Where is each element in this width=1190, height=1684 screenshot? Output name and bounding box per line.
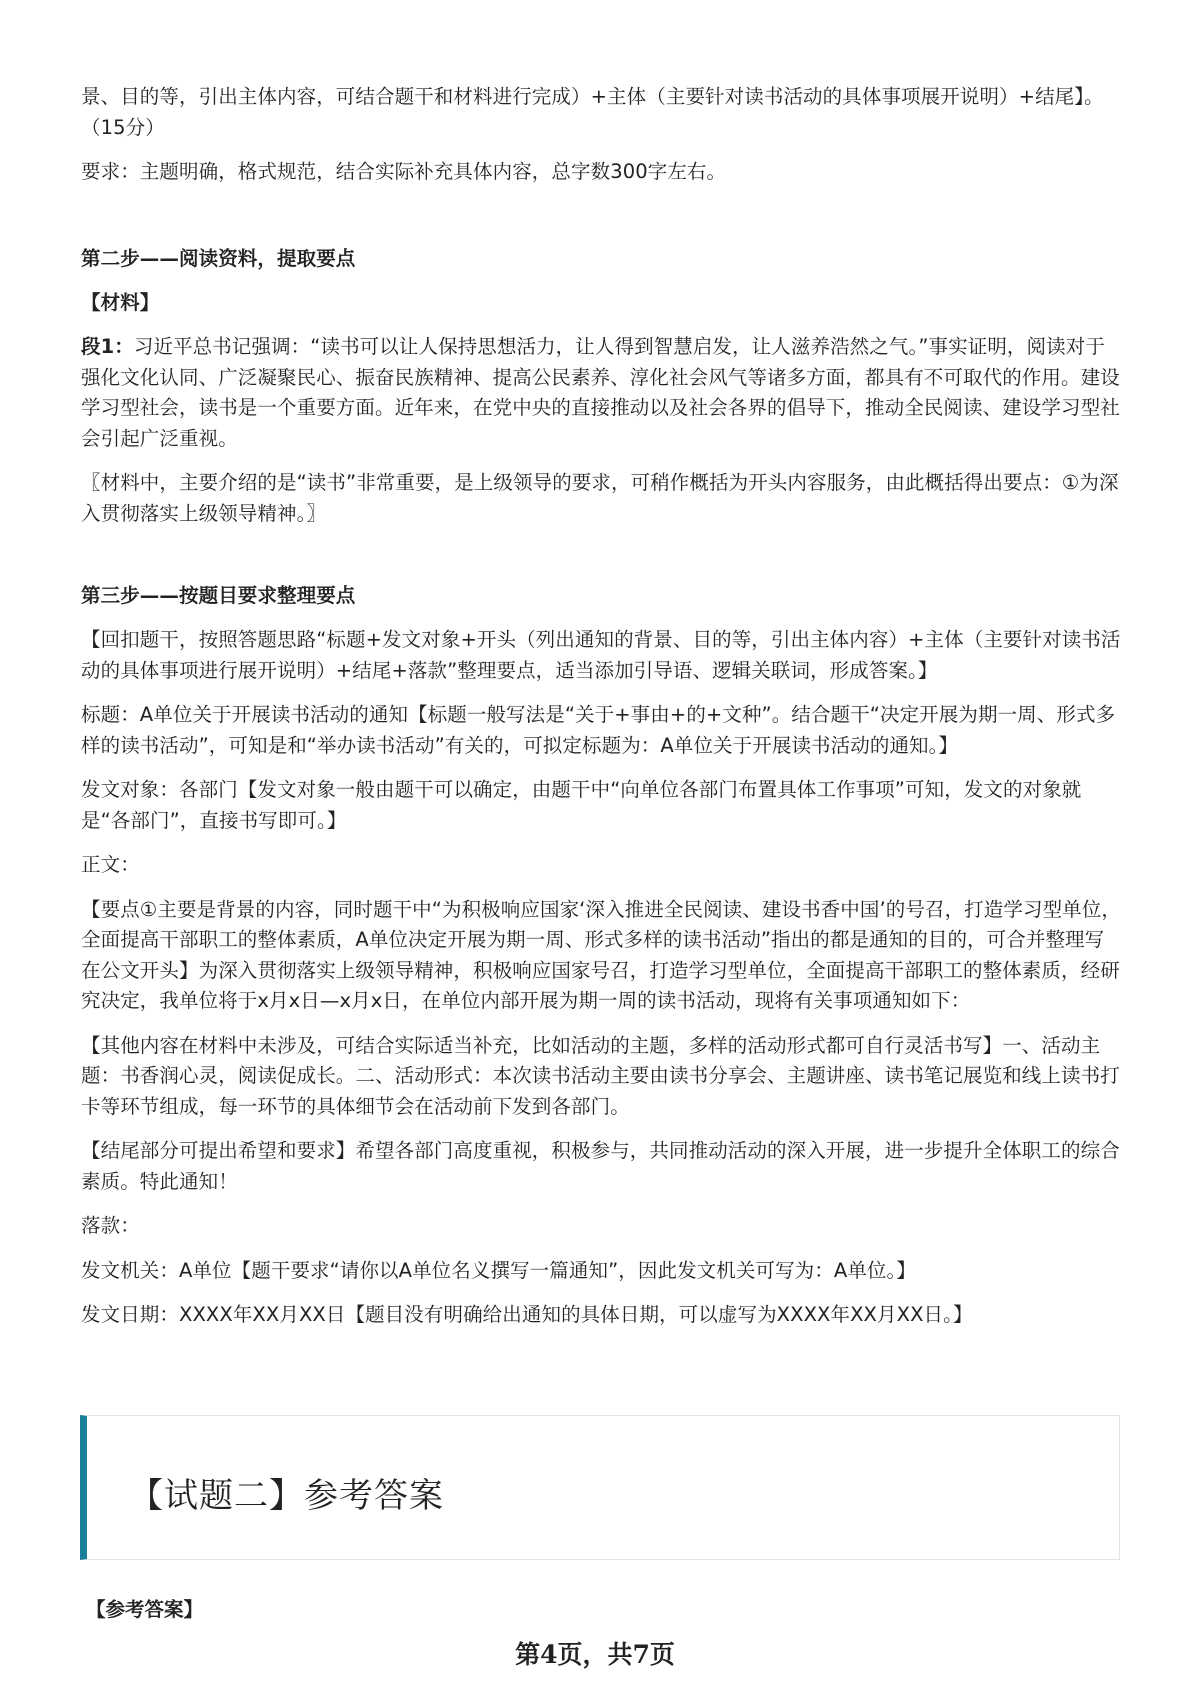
body-paragraph-3: 【结尾部分可提出希望和要求】希望各部门高度重视，积极参与，共同推动活动的深入开展，进一步提升全体职工的综合素质。特此通知！	[81, 1139, 1120, 1193]
body-label: 正文：	[81, 853, 140, 876]
body-paragraph-1: 【要点①主要是背景的内容，同时题干中“为积极响应国家‘深入推进全民阅读、建设书香中国’的号召，打造学习型单位，全面提高干部职工的整体素质，A单位决定开展为期一周、形式多样的读书活动”指出的都是通知的目的，可合并整理写在公文开头】为深入贯彻落实上级领导精神，积极响应国家号召，打造学习型单位，全面提高干部职工的整体素质，经研究决定，我单位将于x月x日—x月x日，在单位内部开展为期一周的读书活动，现将有关事项通知如下：	[81, 897, 1121, 1012]
material-paragraph-1	[81, 332, 1121, 454]
step2-heading: 第二步——阅读资料，提取要点	[81, 246, 356, 270]
signature-label: 落款：	[81, 1214, 140, 1237]
paragraph-label: 段1：	[81, 335, 134, 358]
answer-section-title: 【试题二】参考答案	[129, 1476, 444, 1516]
answer-section-header	[80, 1415, 1120, 1560]
document-body	[81, 82, 1121, 1331]
step3-heading: 第三步——按题目要求整理要点	[81, 584, 356, 607]
recipient-line: 发文对象：各部门【发文对象一般由题干可以确定，由题干中“向单位各部门布置具体工作事项”可知，发文的对象就是“各部门”，直接书写即可。】	[81, 778, 1082, 832]
date-line: 发文日期：XXXX年XX月XX日【题目没有明确给出通知的具体日期，可以虚写为XXXX年XX月XX日。】	[81, 1303, 973, 1326]
requirement-text: 要求：主题明确，格式规范，结合实际补充具体内容，总字数300字左右。	[81, 160, 727, 183]
paragraph-text: 习近平总书记强调：“读书可以让人保持思想活力，让人得到智慧启发，让人滋养浩然之气。”事实证明，阅读对于强化文化认同、广泛凝聚民心、振奋民族精神、提高公民素养、淳化社会风气等诸多方面，都具有不可取代的作用。建设学习型社会，读书是一个重要方面。近年来，在党中央的直接推动以及社会各界的倡导下，推动全民阅读、建设学习型社会引起广泛重视。	[81, 335, 1120, 450]
material-label: 【材料】	[81, 290, 160, 314]
page-footer: 第4页，共7页	[515, 1640, 675, 1669]
title-line: 标题：A单位关于开展读书活动的通知【标题一般写法是“关于+事由+的+文种”。结合题干“决定开展为期一周、形式多样的读书活动”，可知是和“举办读书活动”有关的，可拟定标题为：A单位关于开展读书活动的通知。】	[81, 703, 1116, 757]
intro-continuation: 景、目的等，引出主体内容，可结合题干和材料进行完成）+主体（主要针对读书活动的具体事项展开说明）+结尾】。（15分）	[81, 85, 1104, 139]
issuer-line: 发文机关：A单位【题干要求“请你以A单位名义撰写一篇通知”，因此发文机关可写为：A单位。】	[81, 1258, 916, 1282]
step3-intro: 【回扣题干，按照答题思路“标题+发文对象+开头（列出通知的背景、目的等，引出主体内容）+主体（主要针对读书活动的具体事项进行展开说明）+结尾+落款”整理要点，适当添加引导语、逻辑关联词，形成答案。】	[81, 628, 1121, 682]
reference-answer-label: 【参考答案】	[86, 1598, 204, 1621]
material-note: 〖材料中，主要介绍的是“读书”非常重要，是上级领导的要求，可稍作概括为开头内容服务，由此概括得出要点：①为深入贯彻落实上级领导精神。〗	[81, 471, 1119, 525]
body-paragraph-2: 【其他内容在材料中未涉及，可结合实际适当补充，比如活动的主题，多样的活动形式都可自行灵活书写】一、活动主题：书香润心灵，阅读促成长。二、活动形式：本次读书活动主要由读书分享会、主题讲座、读书笔记展览和线上读书打卡等环节组成，每一环节的具体细节会在活动前下发到各部门。	[81, 1033, 1120, 1118]
